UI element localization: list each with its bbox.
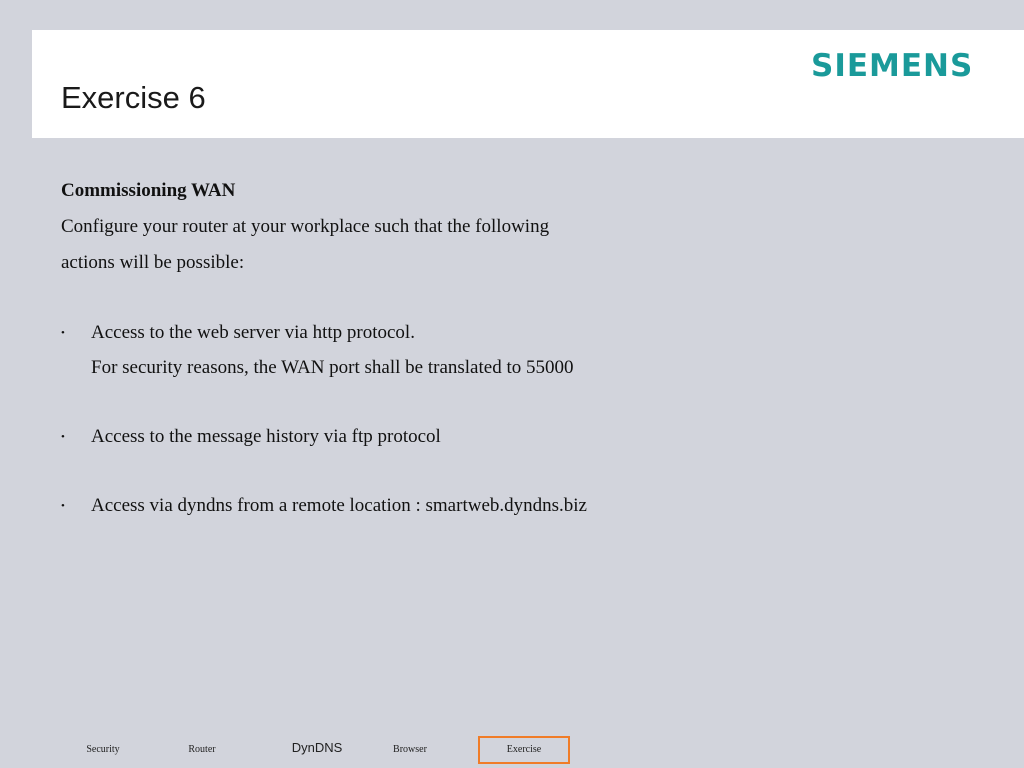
intro-line: actions will be possible: [61,252,245,273]
bullet-item [61,491,701,526]
bullet-text: Access via dyndns from a remote location : smartweb.dyndns.biz [91,495,587,516]
bullet-icon: • [61,500,65,512]
tab-exercise[interactable]: Exercise [478,736,570,764]
intro-line: Configure your router at your workplace such that the following [61,216,550,237]
bullet-icon: • [61,431,65,443]
tab-security[interactable]: Security [86,744,120,755]
slide-header [32,30,1024,138]
tab-router[interactable]: Router [188,744,216,755]
slide-title: Exercise 6 [61,80,206,115]
bullet-icon: • [61,327,65,339]
bullet-list [61,318,701,526]
bullet-text: For security reasons, the WAN port shall be translated to 55000 [91,357,574,378]
tab-browser[interactable]: Browser [393,744,427,755]
footer-nav [0,736,1024,766]
bullet-text: Access to the web server via http protocol. [91,322,415,343]
bullet-item [61,422,701,457]
siemens-logo: SIEMENS [811,48,974,84]
tab-dyndns[interactable]: DynDNS [291,740,343,755]
bullet-item [61,318,701,388]
bullet-text: Access to the message history via ftp protocol [91,426,441,447]
section-heading: Commissioning WAN [61,180,236,201]
slide-content [61,176,701,560]
